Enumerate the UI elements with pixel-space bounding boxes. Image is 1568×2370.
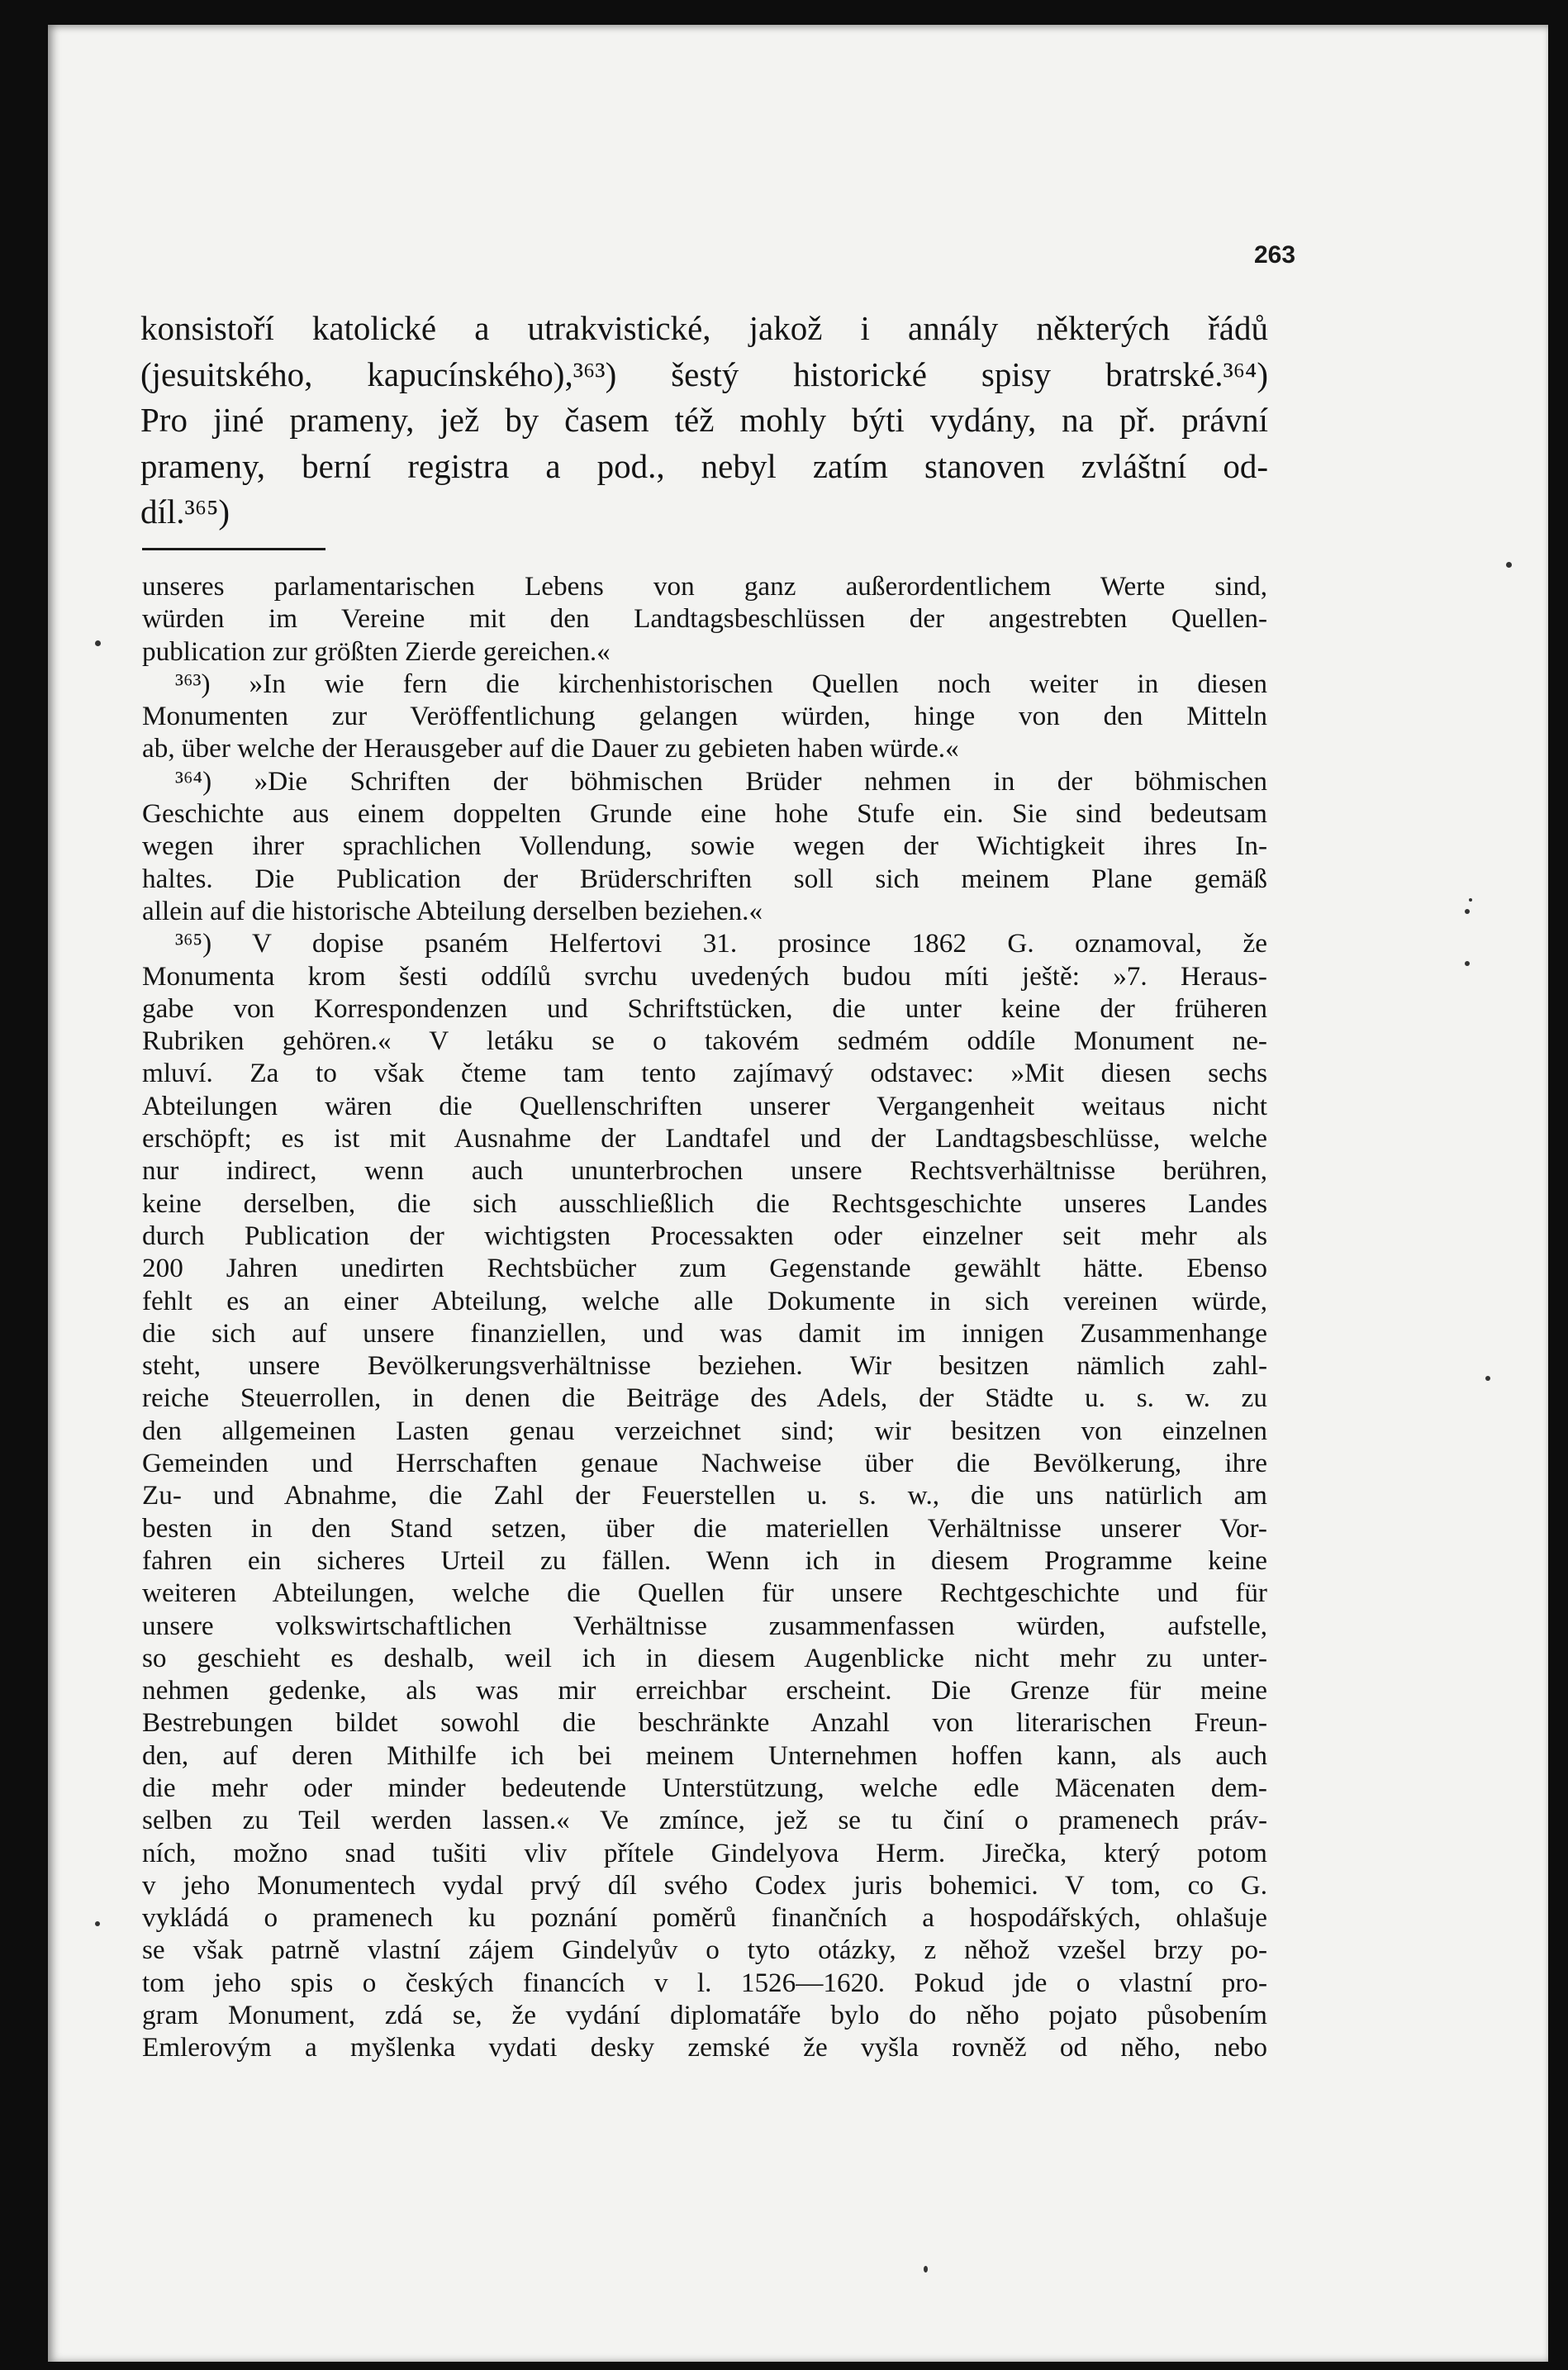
- footnote-line: haltes. Die Publication der Brüderschriften soll sich meinem Plane gemäß: [142, 863, 1267, 894]
- body-line: prameny, berní registra a pod., nebyl zatím stanoven zvláštní od-: [140, 446, 1268, 485]
- footnote-363-start: ³⁶³) »In wie fern die kirchenhistorischen Quellen noch weiter in diesen: [175, 668, 1267, 699]
- scan-speck: [1469, 898, 1472, 902]
- scan-speck: [95, 1921, 100, 1926]
- footnote-line: würden im Vereine mit den Landtagsbeschlüssen der angestrebten Quellen-: [142, 603, 1267, 635]
- footnote-line: fahren ein sicheres Urteil zu fällen. Wenn ich in diesem Programme keine: [142, 1544, 1267, 1576]
- footnote-line: durch Publication der wichtigsten Processakten oder einzelner seit mehr als: [142, 1220, 1267, 1251]
- footnote-line: den allgemeinen Lasten genau verzeichnet sind; wir besitzen von einzelnen: [142, 1415, 1267, 1446]
- footnote-364-start: ³⁶⁴) »Die Schriften der böhmischen Brüder nehmen in der böhmischen: [175, 765, 1267, 797]
- footnote-line: v jeho Monumentech vydal prvý díl svého Codex juris bohemici. V tom, co G.: [142, 1869, 1267, 1901]
- footnote-line: keine derselben, die sich ausschließlich die Rechtsgeschichte unseres Landes: [142, 1187, 1267, 1219]
- body-line: Pro jiné prameny, jež by časem též mohly býti vydány, na př. právní: [140, 401, 1268, 439]
- footnote-separator-rule: [142, 548, 325, 550]
- book-page: [48, 25, 1548, 2362]
- footnote-line: allein auf die historische Abteilung derselben beziehen.«: [142, 895, 763, 926]
- scan-speck: [1465, 961, 1470, 966]
- footnote-line: steht, unsere Bevölkerungsverhältnisse beziehen. Wir besitzen nämlich zahl-: [142, 1350, 1267, 1382]
- scan-speck: [924, 2266, 928, 2272]
- footnote-line: weiteren Abteilungen, welche die Quellen für unsere Rechtgeschichte und für: [142, 1578, 1267, 1609]
- scan-speck: [1506, 562, 1512, 568]
- footnote-line: gabe von Korrespondenzen und Schriftstücken, die unter keine der früheren: [142, 992, 1267, 1024]
- footnote-365-start: ³⁶⁵) V dopise psaném Helfertovi 31. prosince 1862 G. oznamoval, že: [175, 928, 1267, 959]
- scan-speck: [1465, 909, 1470, 914]
- footnote-line: selben zu Teil werden lassen.« Ve zmínce, jež se tu činí o pramenech práv-: [142, 1805, 1267, 1836]
- footnote-line: Bestrebungen bildet sowohl die beschränkte Anzahl von literarischen Freun-: [142, 1707, 1267, 1739]
- footnote-line: unseres parlamentarischen Lebens von ganz außerordentlichem Werte sind,: [142, 571, 1267, 602]
- footnote-line: Gemeinden und Herrschaften genaue Nachweise über die Bevölkerung, ihre: [142, 1448, 1267, 1479]
- footnote-line: besten in den Stand setzen, über die materiellen Verhältnisse unserer Vor-: [142, 1512, 1267, 1544]
- footnote-line: die sich auf unsere finanziellen, und was damit im innigen Zusammenhange: [142, 1317, 1267, 1349]
- footnote-line: tom jeho spis o českých financích v l. 1526—1620. Pokud jde o vlastní pro-: [142, 1967, 1267, 1998]
- footnote-line: nehmen gedenke, als was mir erreichbar erscheint. Die Grenze für meine: [142, 1675, 1267, 1706]
- footnote-line: Geschichte aus einem doppelten Grunde eine hohe Stufe ein. Sie sind bedeutsam: [142, 798, 1267, 830]
- footnote-line: reiche Steuerrollen, in denen die Beiträge des Adels, der Städte u. s. w. zu: [142, 1382, 1267, 1414]
- footnote-line: erschöpft; es ist mit Ausnahme der Landtafel und der Landtagsbeschlüsse, welche: [142, 1123, 1267, 1154]
- footnote-line: den, auf deren Mithilfe ich bei meinem Unternehmen hoffen kann, als auch: [142, 1739, 1267, 1771]
- footnote-line: so geschieht es deshalb, weil ich in diesem Augenblicke nicht mehr zu unter-: [142, 1642, 1267, 1673]
- footnote-line: mluví. Za to však čteme tam tento zajímavý odstavec: »Mit diesen sechs: [142, 1058, 1267, 1089]
- body-line: (jesuitského, kapucínského),³⁶³) šestý historické spisy bratrské.³⁶⁴): [140, 355, 1268, 393]
- footnote-line: publication zur größten Zierde gereichen.«: [142, 635, 611, 667]
- footnote-line: Abteilungen wären die Quellenschriften unserer Vergangenheit weitaus nicht: [142, 1090, 1267, 1121]
- footnote-line: vykládá o pramenech ku poznání poměrů finančních a hospodářských, ohlašuje: [142, 1902, 1267, 1934]
- footnotes-block: [142, 570, 1267, 2064]
- footnote-line: se však patrně vlastní zájem Gindelyův o tyto otázky, z něhož vzešel brzy po-: [142, 1935, 1267, 1966]
- footnote-line: die mehr oder minder bedeutende Unterstützung, welche edle Mäcenaten dem-: [142, 1772, 1267, 1803]
- body-line: konsistoří katolické a utrakvistické, jakož i annály některých řádů: [140, 309, 1268, 347]
- body-line: díl.³⁶⁵): [140, 493, 230, 531]
- footnote-line: ab, über welche der Herausgeber auf die Dauer zu gebieten haben würde.«: [142, 733, 959, 764]
- footnote-line: Emlerovým a myšlenka vydati desky zemské že vyšla rovněž od něho, nebo: [142, 2032, 1267, 2063]
- footnote-line: Rubriken gehören.« V letáku se o takovém sedmém oddíle Monument ne-: [142, 1026, 1267, 1057]
- main-body-text: [140, 306, 1268, 535]
- footnote-line: fehlt es an einer Abteilung, welche alle Dokumente in sich vereinen würde,: [142, 1285, 1267, 1316]
- footnote-line: wegen ihrer sprachlichen Vollendung, sowie wegen der Wichtigkeit ihres In-: [142, 830, 1267, 862]
- footnote-line: nur indirect, wenn auch ununterbrochen unsere Rechtsverhältnisse berühren,: [142, 1155, 1267, 1187]
- footnote-line: Monumenta krom šesti oddílů svrchu uvedených budou míti ještě: »7. Heraus-: [142, 960, 1267, 992]
- scan-speck: [95, 640, 101, 646]
- footnote-line: Zu- und Abnahme, die Zahl der Feuerstellen u. s. w., die uns natürlich am: [142, 1480, 1267, 1511]
- footnote-line: unsere volkswirtschaftlichen Verhältnisse zusammenfassen würden, aufstelle,: [142, 1610, 1267, 1641]
- scan-speck: [1485, 1376, 1490, 1381]
- footnote-line: 200 Jahren unedirten Rechtsbücher zum Gegenstande gewählt hätte. Ebenso: [142, 1253, 1267, 1284]
- footnote-line: gram Monument, zdá se, že vydání diplomatáře bylo do něho pojato působením: [142, 2000, 1267, 2031]
- footnote-line: ních, možno snad tušiti vliv přítele Gindelyova Herm. Jirečka, který potom: [142, 1837, 1267, 1868]
- page-number: 263: [1254, 241, 1296, 269]
- footnote-line: Monumenten zur Veröffentlichung gelangen würden, hinge von den Mitteln: [142, 701, 1267, 732]
